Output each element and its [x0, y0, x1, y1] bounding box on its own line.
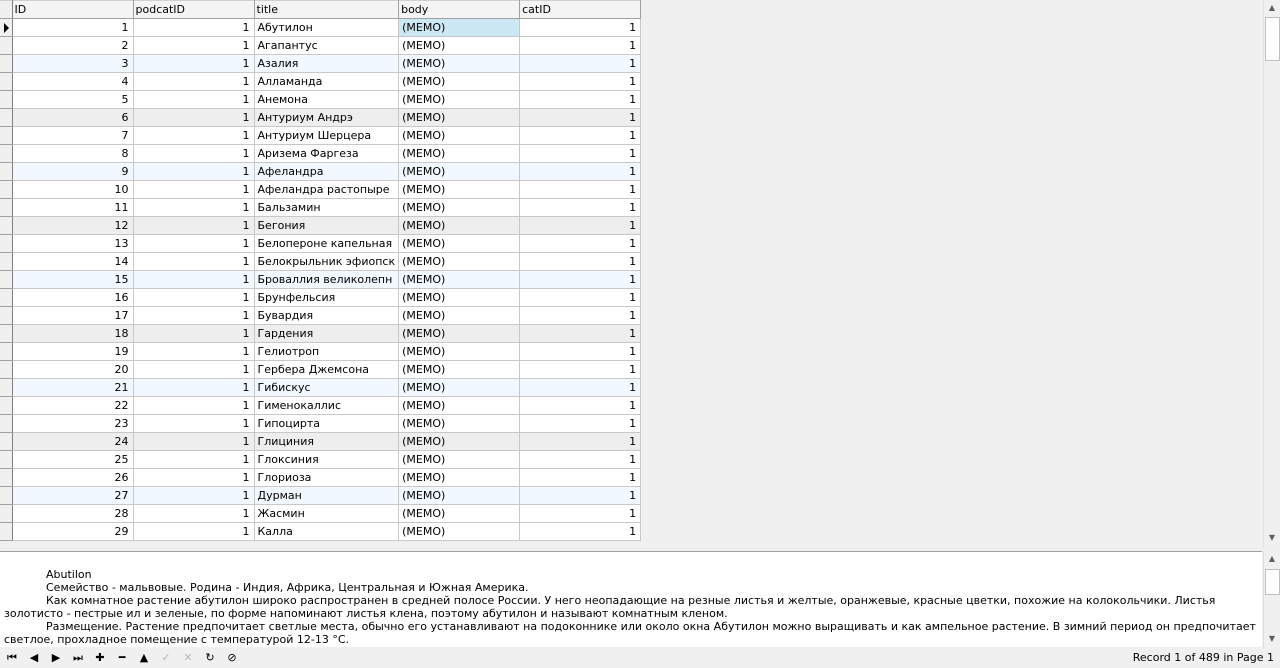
cell-catid[interactable]: 1	[520, 325, 641, 343]
cell-id[interactable]: 23	[12, 415, 133, 433]
cell-title[interactable]: Глициния	[254, 433, 399, 451]
cell-catid[interactable]: 1	[520, 343, 641, 361]
cell-title[interactable]: Абутилон	[254, 19, 399, 37]
cell-id[interactable]: 5	[12, 91, 133, 109]
first-record-button[interactable]: ⏮	[7, 651, 17, 664]
row-indicator[interactable]	[0, 91, 12, 109]
cell-body[interactable]: (MEMO)	[399, 91, 520, 109]
current-row-pointer-icon	[4, 23, 9, 33]
memo-viewer[interactable]	[0, 551, 1262, 647]
cell-title[interactable]: Антуриум Андрэ	[254, 109, 399, 127]
cell-id[interactable]: 8	[12, 145, 133, 163]
row-indicator[interactable]	[0, 55, 12, 73]
cell-body[interactable]: (MEMO)	[399, 361, 520, 379]
cell-id[interactable]: 26	[12, 469, 133, 487]
cell-podcatid[interactable]: 1	[133, 325, 254, 343]
row-indicator[interactable]	[0, 19, 12, 37]
cell-podcatid[interactable]: 1	[133, 505, 254, 523]
table-row[interactable]	[0, 307, 641, 325]
row-indicator[interactable]	[0, 505, 12, 523]
cell-podcatid[interactable]: 1	[133, 433, 254, 451]
table-row[interactable]	[0, 73, 641, 91]
cell-body[interactable]: (MEMO)	[399, 199, 520, 217]
cell-catid[interactable]: 1	[520, 469, 641, 487]
memo-line: Размещение. Растение предпочитает светлые места, обычно его устанавливают на подоконнике или около окна Абутилон можно выращивать и как ампельное растение. В зимний период он предпочитает светлое, прохладное помещение с температурой 12-13 °С.	[4, 620, 1256, 646]
table-row[interactable]	[0, 217, 641, 235]
cell-podcatid[interactable]: 1	[133, 271, 254, 289]
cell-catid[interactable]: 1	[520, 199, 641, 217]
cell-body[interactable]: (MEMO)	[399, 181, 520, 199]
cell-podcatid[interactable]: 1	[133, 19, 254, 37]
cell-title[interactable]: Глоксиния	[254, 451, 399, 469]
row-indicator[interactable]	[0, 253, 12, 271]
scroll-thumb[interactable]	[1265, 17, 1280, 61]
memo-scroll-thumb[interactable]	[1265, 569, 1280, 595]
cell-title[interactable]: Брунфельсия	[254, 289, 399, 307]
row-indicator[interactable]	[0, 379, 12, 397]
cell-title[interactable]: Белопероне капельная	[254, 235, 399, 253]
cell-body[interactable]: (MEMO)	[399, 235, 520, 253]
cell-id[interactable]: 29	[12, 523, 133, 541]
table-row[interactable]	[0, 397, 641, 415]
cell-id[interactable]: 9	[12, 163, 133, 181]
scroll-down-arrow-icon[interactable]: ▼	[1268, 533, 1276, 542]
cell-podcatid[interactable]: 1	[133, 487, 254, 505]
refresh-button[interactable]: ↻	[205, 651, 215, 664]
row-indicator[interactable]	[0, 163, 12, 181]
last-record-button[interactable]: ⏭	[73, 651, 83, 664]
cell-catid[interactable]: 1	[520, 55, 641, 73]
column-header-id[interactable]: ID	[12, 1, 133, 19]
cell-title[interactable]: Агапантус	[254, 37, 399, 55]
cell-catid[interactable]: 1	[520, 379, 641, 397]
column-header-catid[interactable]: catID	[520, 1, 641, 19]
cell-podcatid[interactable]: 1	[133, 217, 254, 235]
table-row[interactable]	[0, 253, 641, 271]
cell-body[interactable]: (MEMO)	[399, 55, 520, 73]
row-indicator[interactable]	[0, 109, 12, 127]
cell-body[interactable]: (MEMO)	[399, 433, 520, 451]
row-indicator[interactable]	[0, 397, 12, 415]
cell-podcatid[interactable]: 1	[133, 415, 254, 433]
cell-id[interactable]: 27	[12, 487, 133, 505]
memo-scroll-up-arrow-icon[interactable]: ▲	[1268, 554, 1276, 563]
cell-title[interactable]: Азалия	[254, 55, 399, 73]
cell-id[interactable]: 20	[12, 361, 133, 379]
cell-catid[interactable]: 1	[520, 217, 641, 235]
cell-body[interactable]: (MEMO)	[399, 415, 520, 433]
cell-body[interactable]: (MEMO)	[399, 397, 520, 415]
cell-catid[interactable]: 1	[520, 307, 641, 325]
cell-podcatid[interactable]: 1	[133, 235, 254, 253]
row-indicator[interactable]	[0, 343, 12, 361]
cell-body[interactable]: (MEMO)	[399, 379, 520, 397]
cell-title[interactable]: Бальзамин	[254, 199, 399, 217]
cell-podcatid[interactable]: 1	[133, 127, 254, 145]
clear-filter-button[interactable]: ⊘	[227, 651, 237, 664]
memo-scroll-down-arrow-icon[interactable]: ▼	[1268, 634, 1276, 643]
cell-title[interactable]: Калла	[254, 523, 399, 541]
cell-body[interactable]: (MEMO)	[399, 73, 520, 91]
cell-title[interactable]: Афеландра	[254, 163, 399, 181]
cell-podcatid[interactable]: 1	[133, 109, 254, 127]
row-indicator[interactable]	[0, 415, 12, 433]
cell-id[interactable]: 19	[12, 343, 133, 361]
table-row[interactable]	[0, 127, 641, 145]
cell-catid[interactable]: 1	[520, 289, 641, 307]
cell-podcatid[interactable]: 1	[133, 469, 254, 487]
cell-title[interactable]: Дурман	[254, 487, 399, 505]
cell-title[interactable]: Гардения	[254, 325, 399, 343]
cell-podcatid[interactable]: 1	[133, 37, 254, 55]
cell-id[interactable]: 24	[12, 433, 133, 451]
cell-podcatid[interactable]: 1	[133, 181, 254, 199]
column-header-body[interactable]: body	[399, 1, 520, 19]
cell-catid[interactable]: 1	[520, 163, 641, 181]
cell-podcatid[interactable]: 1	[133, 451, 254, 469]
cell-catid[interactable]: 1	[520, 505, 641, 523]
cell-podcatid[interactable]: 1	[133, 307, 254, 325]
cell-body[interactable]: (MEMO)	[399, 145, 520, 163]
cell-body[interactable]: (MEMO)	[399, 505, 520, 523]
insert-record-button[interactable]: ✚	[95, 651, 105, 664]
cell-podcatid[interactable]: 1	[133, 379, 254, 397]
row-indicator[interactable]	[0, 523, 12, 541]
row-indicator[interactable]	[0, 469, 12, 487]
table-row[interactable]	[0, 199, 641, 217]
cell-id[interactable]: 1	[12, 19, 133, 37]
cell-id[interactable]: 16	[12, 289, 133, 307]
table-row[interactable]	[0, 451, 641, 469]
scroll-up-arrow-icon[interactable]: ▲	[1268, 3, 1276, 12]
cell-title[interactable]: Белокрыльник эфиопск	[254, 253, 399, 271]
cell-title[interactable]: Алламанда	[254, 73, 399, 91]
row-indicator[interactable]	[0, 487, 12, 505]
column-header-podcatid[interactable]: podcatID	[133, 1, 254, 19]
cell-title[interactable]: Гербера Джемсона	[254, 361, 399, 379]
cell-catid[interactable]: 1	[520, 487, 641, 505]
cell-id[interactable]: 2	[12, 37, 133, 55]
cell-body[interactable]: (MEMO)	[399, 523, 520, 541]
cell-title[interactable]: Бувардия	[254, 307, 399, 325]
cell-id[interactable]: 17	[12, 307, 133, 325]
header-indicator	[0, 1, 12, 19]
row-indicator[interactable]	[0, 271, 12, 289]
cell-title[interactable]: Антуриум Шерцера	[254, 127, 399, 145]
cell-catid[interactable]: 1	[520, 361, 641, 379]
row-indicator[interactable]	[0, 289, 12, 307]
table-row[interactable]	[0, 145, 641, 163]
table-row[interactable]	[0, 379, 641, 397]
cell-catid[interactable]: 1	[520, 451, 641, 469]
grid-header-row	[0, 1, 641, 19]
table-row[interactable]	[0, 19, 641, 37]
cell-catid[interactable]: 1	[520, 127, 641, 145]
cell-body[interactable]: (MEMO)	[399, 325, 520, 343]
cell-catid[interactable]: 1	[520, 235, 641, 253]
cell-catid[interactable]: 1	[520, 73, 641, 91]
cell-title[interactable]: Глориоза	[254, 469, 399, 487]
grid-vertical-scrollbar[interactable]	[1263, 0, 1280, 547]
cell-podcatid[interactable]: 1	[133, 55, 254, 73]
row-indicator[interactable]	[0, 361, 12, 379]
cell-catid[interactable]: 1	[520, 91, 641, 109]
table-row[interactable]	[0, 343, 641, 361]
cell-title[interactable]: Бегония	[254, 217, 399, 235]
table-row[interactable]	[0, 271, 641, 289]
row-indicator[interactable]	[0, 181, 12, 199]
cell-body[interactable]: (MEMO)	[399, 109, 520, 127]
cancel-edit-button[interactable]: ✕	[183, 651, 193, 664]
table-row[interactable]	[0, 55, 641, 73]
cell-body[interactable]: (MEMO)	[399, 451, 520, 469]
cell-body[interactable]: (MEMO)	[399, 127, 520, 145]
row-indicator[interactable]	[0, 37, 12, 55]
grid-table	[0, 0, 641, 541]
cell-body[interactable]: (MEMO)	[399, 37, 520, 55]
cell-catid[interactable]: 1	[520, 37, 641, 55]
cell-body[interactable]: (MEMO)	[399, 307, 520, 325]
cell-title[interactable]: Гелиотроп	[254, 343, 399, 361]
table-row[interactable]	[0, 487, 641, 505]
record-info: Record 1 of 489 in Page 1	[1132, 651, 1274, 664]
cell-body[interactable]: (MEMO)	[399, 487, 520, 505]
column-header-title[interactable]: title	[254, 1, 399, 19]
row-indicator[interactable]	[0, 433, 12, 451]
memo-line: Как комнатное растение абутилон широко распространен в средней полосе России. У него неопадающие на резные листья и желтые, оранжевые, красные цветки, похожие на колокольчики. Листья золотисто - пестрые ил и зеленые, по форме напоминают листья клена, поэтому абутилон и называют комнатным кленом.	[4, 594, 1216, 620]
table-row[interactable]	[0, 289, 641, 307]
cell-podcatid[interactable]: 1	[133, 523, 254, 541]
cell-id[interactable]: 12	[12, 217, 133, 235]
cell-id[interactable]: 6	[12, 109, 133, 127]
cell-catid[interactable]: 1	[520, 415, 641, 433]
cell-body[interactable]: (MEMO)	[399, 469, 520, 487]
row-indicator[interactable]	[0, 451, 12, 469]
cell-id[interactable]: 7	[12, 127, 133, 145]
cell-catid[interactable]: 1	[520, 253, 641, 271]
memo-line: Семейство - мальвовые. Родина - Индия, Африка, Центральная и Южная Америка.	[46, 581, 529, 594]
row-indicator[interactable]	[0, 73, 12, 91]
cell-podcatid[interactable]: 1	[133, 91, 254, 109]
db-navigator	[0, 648, 1280, 668]
table-row[interactable]	[0, 433, 641, 451]
cell-title[interactable]: Броваллия великолепн	[254, 271, 399, 289]
table-row[interactable]	[0, 415, 641, 433]
cell-podcatid[interactable]: 1	[133, 163, 254, 181]
cell-id[interactable]: 4	[12, 73, 133, 91]
cell-title[interactable]: Жасмин	[254, 505, 399, 523]
cell-catid[interactable]: 1	[520, 397, 641, 415]
cell-catid[interactable]: 1	[520, 145, 641, 163]
cell-podcatid[interactable]: 1	[133, 361, 254, 379]
cell-id[interactable]: 25	[12, 451, 133, 469]
next-record-button[interactable]: ▶	[51, 651, 61, 664]
cell-catid[interactable]: 1	[520, 109, 641, 127]
row-indicator[interactable]	[0, 145, 12, 163]
row-indicator[interactable]	[0, 235, 12, 253]
cell-podcatid[interactable]: 1	[133, 289, 254, 307]
edit-record-button[interactable]: ▲	[139, 651, 149, 664]
table-row[interactable]	[0, 37, 641, 55]
table-row[interactable]	[0, 469, 641, 487]
cell-catid[interactable]: 1	[520, 271, 641, 289]
memo-vertical-scrollbar[interactable]	[1263, 551, 1280, 647]
row-indicator[interactable]	[0, 217, 12, 235]
cell-title[interactable]: Аризема Фаргеза	[254, 145, 399, 163]
cell-id[interactable]: 22	[12, 397, 133, 415]
cell-id[interactable]: 3	[12, 55, 133, 73]
cell-title[interactable]: Гибискус	[254, 379, 399, 397]
cell-id[interactable]: 18	[12, 325, 133, 343]
cell-podcatid[interactable]: 1	[133, 397, 254, 415]
row-indicator[interactable]	[0, 307, 12, 325]
cell-id[interactable]: 10	[12, 181, 133, 199]
cell-catid[interactable]: 1	[520, 181, 641, 199]
row-indicator[interactable]	[0, 127, 12, 145]
cell-body[interactable]: (MEMO)	[399, 271, 520, 289]
cell-title[interactable]: Гименокаллис	[254, 397, 399, 415]
cell-id[interactable]: 28	[12, 505, 133, 523]
table-row[interactable]	[0, 109, 641, 127]
cell-id[interactable]: 13	[12, 235, 133, 253]
cell-podcatid[interactable]: 1	[133, 145, 254, 163]
cell-body[interactable]: (MEMO)	[399, 19, 520, 37]
cell-id[interactable]: 21	[12, 379, 133, 397]
cell-podcatid[interactable]: 1	[133, 253, 254, 271]
cell-body[interactable]: (MEMO)	[399, 163, 520, 181]
table-row[interactable]	[0, 523, 641, 541]
cell-body[interactable]: (MEMO)	[399, 343, 520, 361]
cell-id[interactable]: 15	[12, 271, 133, 289]
cell-podcatid[interactable]: 1	[133, 199, 254, 217]
cell-id[interactable]: 14	[12, 253, 133, 271]
cell-body[interactable]: (MEMO)	[399, 289, 520, 307]
table-row[interactable]	[0, 235, 641, 253]
table-row[interactable]	[0, 505, 641, 523]
memo-line: Abutilon	[46, 568, 92, 581]
table-row[interactable]	[0, 181, 641, 199]
cell-id[interactable]: 11	[12, 199, 133, 217]
prior-record-button[interactable]: ◀	[29, 651, 39, 664]
table-row[interactable]	[0, 91, 641, 109]
delete-record-button[interactable]: ━	[118, 651, 126, 664]
table-row[interactable]	[0, 325, 641, 343]
cell-catid[interactable]: 1	[520, 523, 641, 541]
cell-catid[interactable]: 1	[520, 433, 641, 451]
cell-title[interactable]: Афеландра растопыре	[254, 181, 399, 199]
cell-body[interactable]: (MEMO)	[399, 217, 520, 235]
post-record-button[interactable]: ✓	[161, 651, 171, 664]
cell-podcatid[interactable]: 1	[133, 73, 254, 91]
cell-title[interactable]: Анемона	[254, 91, 399, 109]
row-indicator[interactable]	[0, 325, 12, 343]
cell-podcatid[interactable]: 1	[133, 343, 254, 361]
cell-body[interactable]: (MEMO)	[399, 253, 520, 271]
table-row[interactable]	[0, 361, 641, 379]
cell-catid[interactable]: 1	[520, 19, 641, 37]
table-row[interactable]	[0, 163, 641, 181]
row-indicator[interactable]	[0, 199, 12, 217]
cell-title[interactable]: Гипоцирта	[254, 415, 399, 433]
